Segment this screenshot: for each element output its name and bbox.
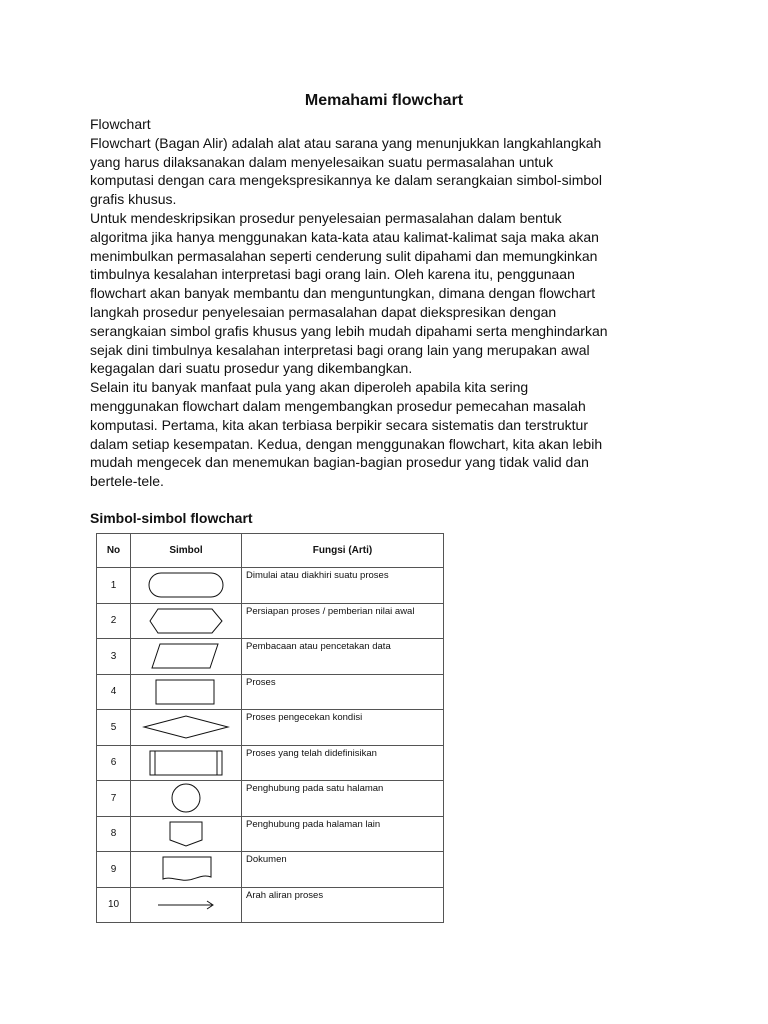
text-line: Selain itu banyak manfaat pula yang akan diperoleh apabila kita sering <box>90 379 529 396</box>
function-cell: Persiapan proses / pemberian nilai awal <box>242 603 444 639</box>
row-number: 3 <box>97 639 131 675</box>
function-cell: Proses yang telah didefinisikan <box>242 745 444 781</box>
function-cell: Penghubung pada satu halaman <box>242 781 444 817</box>
function-cell: Penghubung pada halaman lain <box>242 816 444 852</box>
table-row <box>97 568 444 604</box>
table-row <box>97 852 444 888</box>
table-row <box>97 639 444 675</box>
text-line: flowchart akan banyak membantu dan menguntungkan, dimana dengan flowchart <box>90 285 596 302</box>
table-row <box>97 674 444 710</box>
function-cell: Dimulai atau diakhiri suatu proses <box>242 568 444 604</box>
preparation-symbol-icon <box>146 607 226 635</box>
off-page-connector-symbol-icon <box>146 820 226 848</box>
table-row <box>97 781 444 817</box>
text-line: Flowchart <box>90 116 151 132</box>
symbol-cell <box>131 852 242 888</box>
symbol-cell <box>131 568 242 604</box>
table-row <box>97 745 444 781</box>
symbol-cell <box>131 674 242 710</box>
text-line: timbulnya kesalahan interpretasi bagi orang lain. Oleh karena itu, penggunaan <box>90 266 575 283</box>
row-number: 5 <box>97 710 131 746</box>
text-line: bertele-tele. <box>90 473 164 490</box>
function-cell: Pembacaan atau pencetakan data <box>242 639 444 675</box>
row-number: 6 <box>97 745 131 781</box>
header-symbol: Simbol <box>131 534 242 568</box>
table-header-row <box>97 534 444 568</box>
text-line: Flowchart (Bagan Alir) adalah alat atau sarana yang menunjukkan langkahlangkah <box>90 134 602 151</box>
text-line: sejak dini timbulnya kesalahan interpretasi bagi orang lain yang merupakan awal <box>90 341 590 358</box>
text-line: algoritma jika hanya menggunakan kata-kata atau kalimat-kalimat saja maka akan <box>90 228 599 245</box>
text-line: menimbulkan permasalahan seperti cenderung sulit dipahami dan memungkinkan <box>90 247 598 264</box>
text-line: menggunakan flowchart dalam mengembangkan prosedur pemecahan masalah <box>90 397 586 414</box>
flow-arrow-symbol-icon <box>146 895 226 915</box>
document-symbol-icon <box>146 855 226 883</box>
text-line: kegagalan dari suatu prosedur yang dikembangkan. <box>90 360 413 377</box>
row-number: 8 <box>97 816 131 852</box>
row-number: 9 <box>97 852 131 888</box>
symbol-cell <box>131 781 242 817</box>
process-symbol-icon <box>146 678 226 706</box>
table-row <box>97 710 444 746</box>
header-function: Fungsi (Arti) <box>242 534 444 568</box>
function-cell: Dokumen <box>242 852 444 888</box>
symbol-cell <box>131 710 242 746</box>
row-number: 10 <box>97 887 131 923</box>
symbol-cell <box>131 603 242 639</box>
row-number: 1 <box>97 568 131 604</box>
text-line: serangkaian simbol grafis khusus yang lebih mudah dipahami serta menghindarkan <box>90 322 608 339</box>
row-number: 4 <box>97 674 131 710</box>
text-line: langkah prosedur penyelesaian permasalahan dapat diekspresikan dengan <box>90 303 557 320</box>
function-cell: Proses pengecekan kondisi <box>242 710 444 746</box>
text-line: Untuk mendeskripsikan prosedur penyelesaian permasalahan dalam bentuk <box>90 209 562 226</box>
text-line: grafis khusus. <box>90 191 177 208</box>
symbol-cell <box>131 639 242 675</box>
table-row <box>97 603 444 639</box>
table-row <box>97 887 444 923</box>
text-line: komputasi dengan cara mengekspresikannya ke dalam serangkaian simbol-simbol <box>90 172 603 189</box>
body-text <box>90 115 690 491</box>
table-row <box>97 816 444 852</box>
function-cell: Arah aliran proses <box>242 887 444 923</box>
decision-symbol-icon <box>141 713 231 741</box>
page-title: Memahami flowchart <box>304 92 464 109</box>
text-line: komputasi. Pertama, kita akan terbiasa berpikir secara sistematis dan terstruktur <box>90 416 588 433</box>
text-line: mudah mengecek dan menemukan bagian-bagian prosedur yang tidak valid dan <box>90 454 589 471</box>
on-page-connector-symbol-icon <box>146 783 226 813</box>
terminator-symbol-icon <box>146 571 226 599</box>
symbol-table <box>96 533 444 923</box>
text-line: yang harus dilaksanakan dalam menyelesaikan suatu permasalahan untuk <box>90 153 554 170</box>
row-number: 2 <box>97 603 131 639</box>
text-line: dalam setiap kesempatan. Kedua, dengan menggunakan flowchart, kita akan lebih <box>90 435 603 452</box>
symbol-cell <box>131 816 242 852</box>
symbol-cell <box>131 887 242 923</box>
section-title: Simbol-simbol flowchart <box>90 510 253 526</box>
input-output-symbol-icon <box>146 642 226 670</box>
row-number: 7 <box>97 781 131 817</box>
function-cell: Proses <box>242 674 444 710</box>
symbol-cell <box>131 745 242 781</box>
predefined-process-symbol-icon <box>146 749 226 777</box>
header-no: No <box>97 534 131 568</box>
